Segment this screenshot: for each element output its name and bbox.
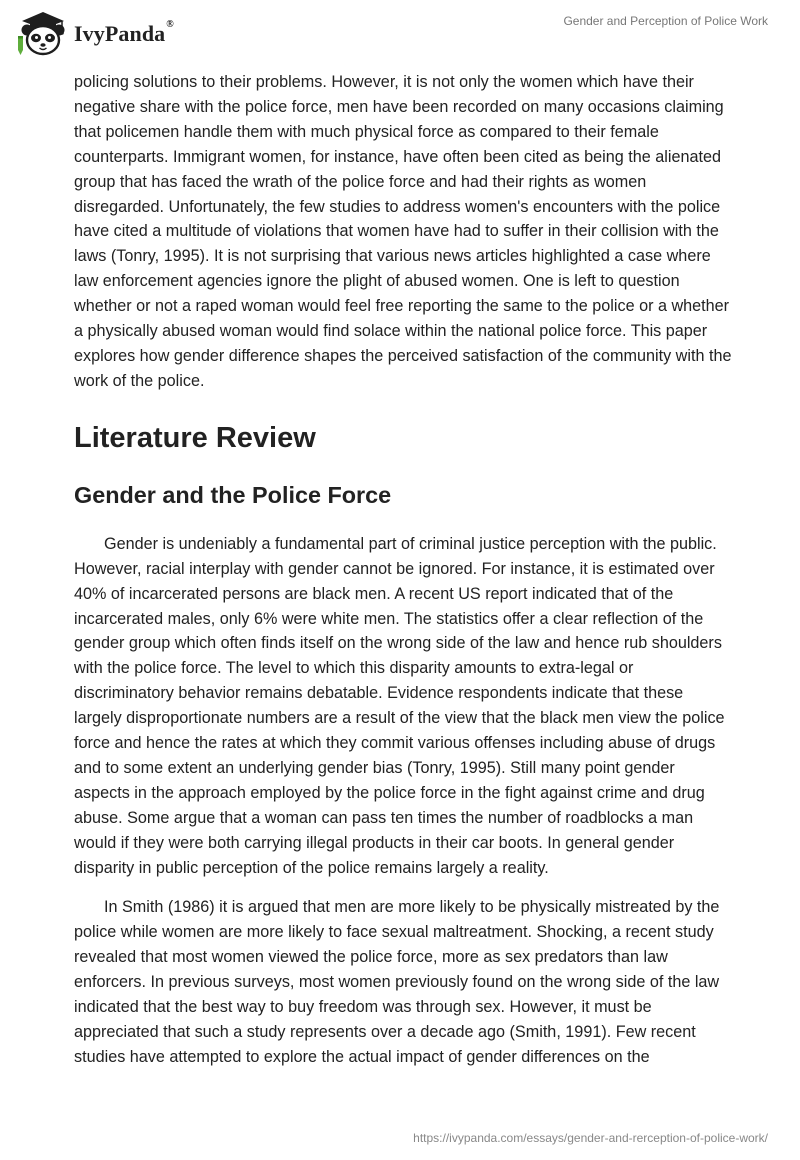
document-title: Gender and Perception of Police Work <box>563 14 768 28</box>
panda-logo-icon <box>14 8 72 58</box>
brand-logo[interactable] <box>14 8 174 58</box>
page-header <box>0 0 800 70</box>
section-heading: Literature Review <box>74 421 316 454</box>
body-paragraph: Gender is undeniably a fundamental part of criminal justice perception with the public. However, racial interplay with gender cannot be ignored. For instance, it is estimated over 40% of incarcerated persons are black men. A recent US report indicated that of the incarcerated males, only 6% were white men. The statistics offer a clear reflection of the gender group which often finds itself on the wrong side of the law and hence rub shoulders with the police force. The level to which this disparity amounts to extra-legal or discriminatory behavior remains debatable. Evidence respondents indicate that these largely disproportionate numbers are a result of the view that the black men view the police force and hence the rates at which they commit various offenses including abuse of drugs and to some extent an underlying gender bias (Tonry, 1995). Still many point gender aspects in the approach employed by the police force in the fight against crime and drug abuse. Some argue that a woman can pass ten times the number of roadblocks a man would if they were both carrying illegal products in their car boots. In general gender disparity in public perception of the police remains largely a reality. <box>74 534 725 877</box>
source-url[interactable]: https://ivypanda.com/essays/gender-and-rerception-of-police-work/ <box>413 1131 768 1145</box>
subsection-heading: Gender and the Police Force <box>74 481 392 508</box>
essay-content <box>74 70 734 1070</box>
intro-paragraph: policing solutions to their problems. However, it is not only the women which have their negative share with the police force, men have been recorded on many occasions claiming that policemen handle them with much physical force as compared to their female counterparts. Immigrant women, for instance, have often been cited as being the alienated group that has faced the wrath of the police force and had their rights as women disregarded. Unfortunately, the few studies to address women's encounters with the police have cited a multitude of violations that women have had to suffer in their collision with the laws (Tonry, 1995). It is not surprising that various news articles highlighted a case where law enforcement agencies ignore the plight of abused women. One is left to question whether or not a raped woman would feel free reporting the same to the police or a whether a physically abused woman would find solace within the national police force. This paper explores how gender difference shapes the perceived satisfaction of the community with the work of the police. <box>74 73 732 390</box>
body-paragraph: In Smith (1986) it is argued that men are more likely to be physically mistreated by the police while women are more likely to face sexual maltreatment. Shocking, a recent study revealed that most women viewed the police force, more as sex predators than law enforcers. In previous surveys, most women previously found on the wrong side of the law indicated that the best way to buy freedom was through sex. However, it must be appreciated that such a study represents over a decade ago (Smith, 1991). Few recent studies have attempted to explore the actual impact of gender differences on the <box>74 898 720 1066</box>
registered-mark: ® <box>166 19 174 30</box>
brand-name: IvyPanda® <box>74 19 174 46</box>
